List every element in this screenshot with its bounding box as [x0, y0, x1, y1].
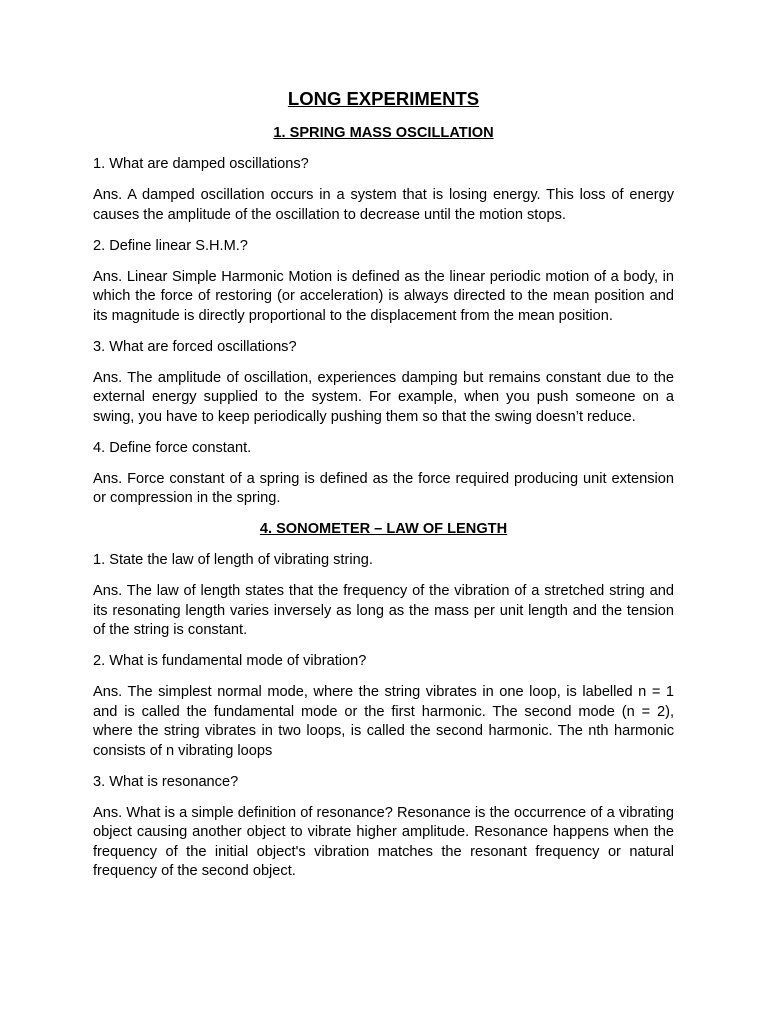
- answer-text: Ans. Linear Simple Harmonic Motion is defined as the linear periodic motion of a body, in which the force of restoring (or acceleration) is always directed to the mean position and its magnitude is directly proportional to the displacement from the mean position.: [93, 268, 674, 324]
- question-text: 3. What are forced oscillations?: [93, 338, 297, 355]
- question-text: 2. What is fundamental mode of vibration?: [93, 653, 367, 669]
- question-text: 2. Define linear S.H.M.?: [93, 237, 248, 254]
- answer-text: Ans. Force constant of a spring is defined as the force required producing unit extension or compression in the spring.: [93, 470, 674, 506]
- answer-text: Ans. What is a simple definition of resonance? Resonance is the occurrence of a vibrating object causing another object to vibrate higher amplitude. Resonance happens when the frequency of the initial object's vibration matches the resonant frequency or natural frequency of the second object.: [93, 804, 674, 879]
- question-text: 3. What is resonance?: [93, 773, 239, 790]
- question-text: 1. What are damped oscillations?: [93, 156, 309, 172]
- answer-text: Ans. The amplitude of oscillation, experiences damping but remains constant due to the external energy supplied to the system. For example, when you push someone on a swing, you have to keep periodically pushing them so that the swing doesn’t reduce.: [93, 369, 674, 425]
- question-text: 4. Define force constant.: [93, 439, 252, 456]
- section-spring-mass-oscillation: [93, 124, 674, 509]
- section-heading: 4. SONOMETER – LAW OF LENGTH: [259, 521, 508, 537]
- section-heading: 1. SPRING MASS OSCILLATION: [273, 125, 494, 141]
- answer-text: Ans. The simplest normal mode, where the string vibrates in one loop, is labelled n = 1 and is called the fundamental mode or the first harmonic. The second mode (n = 2), where the string vibrates in two loops, is called the second harmonic. The nth harmonic consists of n vibrating loops: [93, 684, 674, 759]
- answer-text: Ans. A damped oscillation occurs in a system that is losing energy. This loss of energy causes the amplitude of the oscillation to decrease until the motion stops.: [93, 187, 674, 223]
- document-title: LONG EXPERIMENTS: [287, 88, 480, 109]
- section-sonometer-law-of-length: [93, 520, 674, 882]
- question-text: 1. State the law of length of vibrating string.: [93, 552, 373, 568]
- document-page: [93, 88, 674, 893]
- answer-text: Ans. The law of length states that the frequency of the vibration of a stretched string and its resonating length varies inversely as long as the mass per unit length and the tension of the string is constant.: [93, 583, 674, 638]
